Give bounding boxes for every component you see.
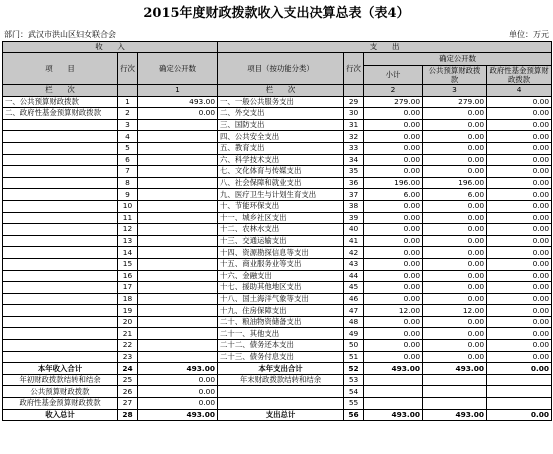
income-row-no-cell: 6 [118,154,138,166]
income-budget-cell [138,142,218,154]
income-row-no-cell: 28 [118,409,138,421]
income-item-cell [3,270,118,282]
gov-fund-cell: 0.00 [487,200,552,212]
subtotal-cell: 0.00 [364,119,423,131]
income-item-cell [3,351,118,363]
general-budget-cell: 0.00 [423,166,487,178]
subtotal-cell: 6.00 [364,189,423,201]
income-budget-cell: 0.00 [138,398,218,410]
expense-row-no-cell: 55 [344,398,364,410]
subtotal-cell: 0.00 [364,328,423,340]
expense-row-no-cell: 41 [344,235,364,247]
report-subheader [4,29,549,41]
subtotal-cell: 0.00 [364,282,423,294]
expense-row-no-cell: 52 [344,363,364,375]
unit-label: 单位：万元 [509,30,549,39]
gov-fund-cell: 0.00 [487,247,552,259]
income-item-cell [3,328,118,340]
subtotal-cell: 0.00 [364,142,423,154]
subtotal-cell: 0.00 [364,340,423,352]
table-row [3,235,552,247]
expense-item-cell: 本年支出合计 [218,363,344,375]
expense-item-cell [218,386,344,398]
income-item-cell [3,119,118,131]
total-row [3,374,552,386]
gov-fund-cell: 0.00 [487,189,552,201]
income-item-cell: 收入总计 [3,409,118,421]
income-section-header: 收 入 [3,42,218,53]
expense-item-cell: 十三、交通运输支出 [218,235,344,247]
expense-row-no-cell: 37 [344,189,364,201]
table-body [3,96,552,421]
expense-row-no-cell: 53 [344,374,364,386]
expense-item-cell: 十一、城乡社区支出 [218,212,344,224]
income-item-cell [3,340,118,352]
lan-col-4: 4 [487,85,552,97]
table-row [3,247,552,259]
expense-row-no-cell: 39 [344,212,364,224]
income-item-cell: 年初财政拨款结转和结余 [3,374,118,386]
income-budget-cell [138,119,218,131]
general-budget-cell: 0.00 [423,293,487,305]
income-row-no-cell: 22 [118,340,138,352]
income-row-no-cell: 23 [118,351,138,363]
gov-fund-cell: 0.00 [487,282,552,294]
income-budget-cell [138,258,218,270]
income-budget-cell: 0.00 [138,108,218,120]
expense-row-no-cell: 51 [344,351,364,363]
subtotal-cell: 0.00 [364,293,423,305]
subtotal-cell: 493.00 [364,363,423,375]
income-item-cell [3,247,118,259]
general-budget-cell: 0.00 [423,154,487,166]
income-row-no-cell: 17 [118,282,138,294]
expense-item-header: 项目（按功能分类） [218,53,344,85]
income-row-no-cell: 4 [118,131,138,143]
subtotal-cell [364,386,423,398]
expense-row-no-cell: 34 [344,154,364,166]
expense-item-cell: 十七、援助其他地区支出 [218,282,344,294]
income-budget-cell [138,340,218,352]
expense-item-cell: 八、社会保障和就业支出 [218,177,344,189]
general-budget-cell: 0.00 [423,142,487,154]
subtotal-cell: 0.00 [364,166,423,178]
gov-fund-cell [487,374,552,386]
subtotal-cell: 12.00 [364,305,423,317]
income-budget-cell: 493.00 [138,363,218,375]
income-row-no-cell: 16 [118,270,138,282]
table-row [3,224,552,236]
income-budget-cell: 493.00 [138,96,218,108]
general-budget-cell: 0.00 [423,224,487,236]
income-budget-cell [138,189,218,201]
subtotal-cell: 0.00 [364,247,423,259]
gov-fund-cell: 0.00 [487,316,552,328]
general-budget-cell: 493.00 [423,363,487,375]
general-budget-cell: 0.00 [423,108,487,120]
income-item-cell: 二、政府性基金预算财政拨款 [3,108,118,120]
expense-item-cell: 七、文化体育与传媒支出 [218,166,344,178]
expense-item-cell [218,398,344,410]
total-row [3,409,552,421]
income-item-cell [3,131,118,143]
general-budget-cell: 0.00 [423,282,487,294]
expense-item-cell: 十八、国土海洋气象等支出 [218,293,344,305]
income-item-cell [3,200,118,212]
income-row-no-cell: 18 [118,293,138,305]
subtotal-cell: 0.00 [364,212,423,224]
income-row-no-cell: 5 [118,142,138,154]
expense-item-cell: 六、科学技术支出 [218,154,344,166]
gov-fund-cell: 0.00 [487,224,552,236]
general-budget-cell: 196.00 [423,177,487,189]
income-row-no-cell: 3 [118,119,138,131]
subtotal-cell: 196.00 [364,177,423,189]
income-row-no-cell: 19 [118,305,138,317]
income-budget-cell: 0.00 [138,386,218,398]
general-budget-cell: 0.00 [423,119,487,131]
expense-item-cell: 一、一般公共服务支出 [218,96,344,108]
total-row [3,386,552,398]
expense-item-cell: 五、教育支出 [218,142,344,154]
subtotal-cell: 0.00 [364,351,423,363]
income-row-no-cell: 13 [118,235,138,247]
expense-row-no-cell: 35 [344,166,364,178]
income-item-cell [3,212,118,224]
subtotal-header: 小计 [364,66,423,85]
gov-fund-cell: 0.00 [487,108,552,120]
income-item-cell: 一、公共预算财政拨款 [3,96,118,108]
income-item-cell [3,177,118,189]
gov-fund-cell: 0.00 [487,270,552,282]
table-row [3,154,552,166]
page-title: 2015年度财政拨款收入支出决算总表（表4） [143,6,410,21]
general-budget-cell: 0.00 [423,328,487,340]
gov-fund-cell: 0.00 [487,328,552,340]
general-budget-cell [423,374,487,386]
table-row [3,212,552,224]
income-budget-cell: 493.00 [138,409,218,421]
income-item-cell: 公共预算财政拨款 [3,386,118,398]
table-row [3,108,552,120]
subtotal-cell: 0.00 [364,108,423,120]
income-budget-cell [138,166,218,178]
expense-item-cell: 四、公共安全支出 [218,131,344,143]
table-row [3,328,552,340]
expense-row-no-cell: 33 [344,142,364,154]
table-row [3,351,552,363]
table-row [3,131,552,143]
gov-fund-cell: 0.00 [487,258,552,270]
expense-item-cell: 二十、粮油物资储备支出 [218,316,344,328]
gov-fund-cell [487,398,552,410]
income-item-header: 项 目 [3,53,118,85]
general-budget-cell: 0.00 [423,247,487,259]
table-row [3,96,552,108]
gov-fund-cell: 0.00 [487,177,552,189]
income-budget-cell [138,131,218,143]
expense-row-no-cell: 48 [344,316,364,328]
table-row [3,282,552,294]
general-budget-cell: 0.00 [423,351,487,363]
expense-row-no-cell: 29 [344,96,364,108]
income-budget-header: 确定公开数 [138,53,218,85]
subtotal-cell: 0.00 [364,131,423,143]
income-row-no-cell: 11 [118,212,138,224]
general-budget-cell: 279.00 [423,96,487,108]
expense-row-no-cell: 30 [344,108,364,120]
table-row [3,142,552,154]
income-item-cell [3,189,118,201]
income-row-no-cell: 15 [118,258,138,270]
subtotal-cell [364,398,423,410]
general-budget-cell: 0.00 [423,340,487,352]
expense-row-no-cell: 47 [344,305,364,317]
gov-fund-cell: 0.00 [487,340,552,352]
table-row [3,189,552,201]
subtotal-cell [364,374,423,386]
income-item-cell [3,293,118,305]
subtotal-cell: 0.00 [364,316,423,328]
income-budget-cell [138,247,218,259]
expense-row-no-cell: 50 [344,340,364,352]
subtotal-cell: 0.00 [364,235,423,247]
expense-row-no-cell: 56 [344,409,364,421]
income-budget-cell [138,224,218,236]
general-budget-cell: 0.00 [423,270,487,282]
income-budget-cell [138,282,218,294]
gov-fund-cell: 0.00 [487,305,552,317]
subtotal-cell: 0.00 [364,200,423,212]
general-budget-cell: 6.00 [423,189,487,201]
table-row [3,316,552,328]
gov-fund-cell: 0.00 [487,96,552,108]
income-row-no-cell: 10 [118,200,138,212]
expense-row-no-cell: 42 [344,247,364,259]
general-budget-cell: 12.00 [423,305,487,317]
expense-item-cell: 二十二、债务还本支出 [218,340,344,352]
income-item-cell [3,235,118,247]
table-row [3,119,552,131]
lan-label-right: 栏 次 [218,85,344,97]
income-row-no-cell: 25 [118,374,138,386]
income-item-cell [3,282,118,294]
income-item-cell [3,258,118,270]
income-row-no-cell: 14 [118,247,138,259]
lan-label-left: 栏 次 [3,85,118,97]
general-budget-cell: 0.00 [423,316,487,328]
expense-item-cell: 支出总计 [218,409,344,421]
income-budget-cell [138,212,218,224]
gov-fund-cell: 0.00 [487,212,552,224]
table-row [3,305,552,317]
expense-budget-header: 确定公开数 [364,53,552,66]
general-budget-cell: 0.00 [423,235,487,247]
general-budget-cell: 0.00 [423,131,487,143]
expense-item-cell: 十六、金融支出 [218,270,344,282]
expense-item-cell: 九、医疗卫生与计划生育支出 [218,189,344,201]
income-budget-cell [138,235,218,247]
total-row [3,398,552,410]
income-row-no-cell: 27 [118,398,138,410]
expense-row-no-header: 行次 [344,53,364,85]
lan-col-3: 3 [423,85,487,97]
expense-row-no-cell: 32 [344,131,364,143]
total-row [3,363,552,375]
income-row-no-cell: 1 [118,96,138,108]
gov-fund-cell [487,386,552,398]
expense-item-cell: 十二、农林水支出 [218,224,344,236]
subtotal-cell: 0.00 [364,224,423,236]
expense-row-no-cell: 43 [344,258,364,270]
expense-row-no-cell: 46 [344,293,364,305]
income-budget-cell: 0.00 [138,374,218,386]
expense-item-cell: 年末财政拨款结转和结余 [218,374,344,386]
lan-col-2: 2 [364,85,423,97]
table-row [3,293,552,305]
income-budget-cell [138,328,218,340]
subtotal-cell: 0.00 [364,270,423,282]
general-budget-cell: 0.00 [423,258,487,270]
expense-item-cell: 十五、商业服务业等支出 [218,258,344,270]
expense-row-no-cell: 49 [344,328,364,340]
general-budget-cell [423,398,487,410]
lan-col-1: 1 [138,85,218,97]
gov-fund-cell: 0.00 [487,351,552,363]
expense-row-no-cell: 38 [344,200,364,212]
income-item-cell [3,305,118,317]
income-budget-cell [138,316,218,328]
income-row-no-cell: 8 [118,177,138,189]
expense-item-cell: 三、国防支出 [218,119,344,131]
gov-fund-header: 政府性基金预算财政拨款 [487,66,552,85]
table-row [3,270,552,282]
table-row [3,200,552,212]
gov-fund-cell: 0.00 [487,166,552,178]
table-row [3,166,552,178]
gov-fund-cell: 0.00 [487,235,552,247]
income-row-no-cell: 2 [118,108,138,120]
income-budget-cell [138,200,218,212]
general-budget-cell: 493.00 [423,409,487,421]
expense-item-cell: 二十一、其他支出 [218,328,344,340]
income-item-cell [3,166,118,178]
expense-row-no-cell: 45 [344,282,364,294]
income-row-no-cell: 26 [118,386,138,398]
expense-row-no-cell: 31 [344,119,364,131]
budget-summary-table [2,41,552,421]
expense-row-no-cell: 40 [344,224,364,236]
general-budget-cell [423,386,487,398]
income-item-cell: 政府性基金预算财政拨款 [3,398,118,410]
gov-fund-cell: 0.00 [487,293,552,305]
income-item-cell [3,154,118,166]
table-row [3,177,552,189]
table-row [3,340,552,352]
income-budget-cell [138,154,218,166]
income-budget-cell [138,270,218,282]
income-item-cell [3,142,118,154]
general-budget-cell: 0.00 [423,200,487,212]
income-row-no-cell: 7 [118,166,138,178]
income-item-cell: 本年收入合计 [3,363,118,375]
subtotal-cell: 0.00 [364,154,423,166]
department-label: 部门：武汉市洪山区妇女联合会 [4,30,116,39]
income-row-no-header: 行次 [118,53,138,85]
subtotal-cell: 279.00 [364,96,423,108]
subtotal-cell: 0.00 [364,258,423,270]
income-row-no-cell: 24 [118,363,138,375]
expense-row-no-cell: 44 [344,270,364,282]
gov-fund-cell: 0.00 [487,409,552,421]
general-budget-cell: 0.00 [423,212,487,224]
income-row-no-cell: 20 [118,316,138,328]
expense-item-cell: 十四、资源勘探信息等支出 [218,247,344,259]
gov-fund-cell: 0.00 [487,363,552,375]
income-budget-cell [138,305,218,317]
income-item-cell [3,316,118,328]
expense-item-cell: 二、外交支出 [218,108,344,120]
expense-item-cell: 十九、住房保障支出 [218,305,344,317]
gov-fund-cell: 0.00 [487,131,552,143]
gov-fund-cell: 0.00 [487,142,552,154]
income-row-no-cell: 12 [118,224,138,236]
income-row-no-cell: 21 [118,328,138,340]
subtotal-cell: 493.00 [364,409,423,421]
expense-row-no-cell: 36 [344,177,364,189]
expense-item-cell: 二十三、债务付息支出 [218,351,344,363]
expense-item-cell: 十、节能环保支出 [218,200,344,212]
gov-fund-cell: 0.00 [487,154,552,166]
income-budget-cell [138,293,218,305]
general-budget-header: 公共预算财政拨款 [423,66,487,85]
income-budget-cell [138,177,218,189]
expense-section-header: 支 出 [218,42,552,53]
expense-row-no-cell: 54 [344,386,364,398]
income-row-no-cell: 9 [118,189,138,201]
income-budget-cell [138,351,218,363]
income-item-cell [3,224,118,236]
table-row [3,258,552,270]
gov-fund-cell: 0.00 [487,119,552,131]
